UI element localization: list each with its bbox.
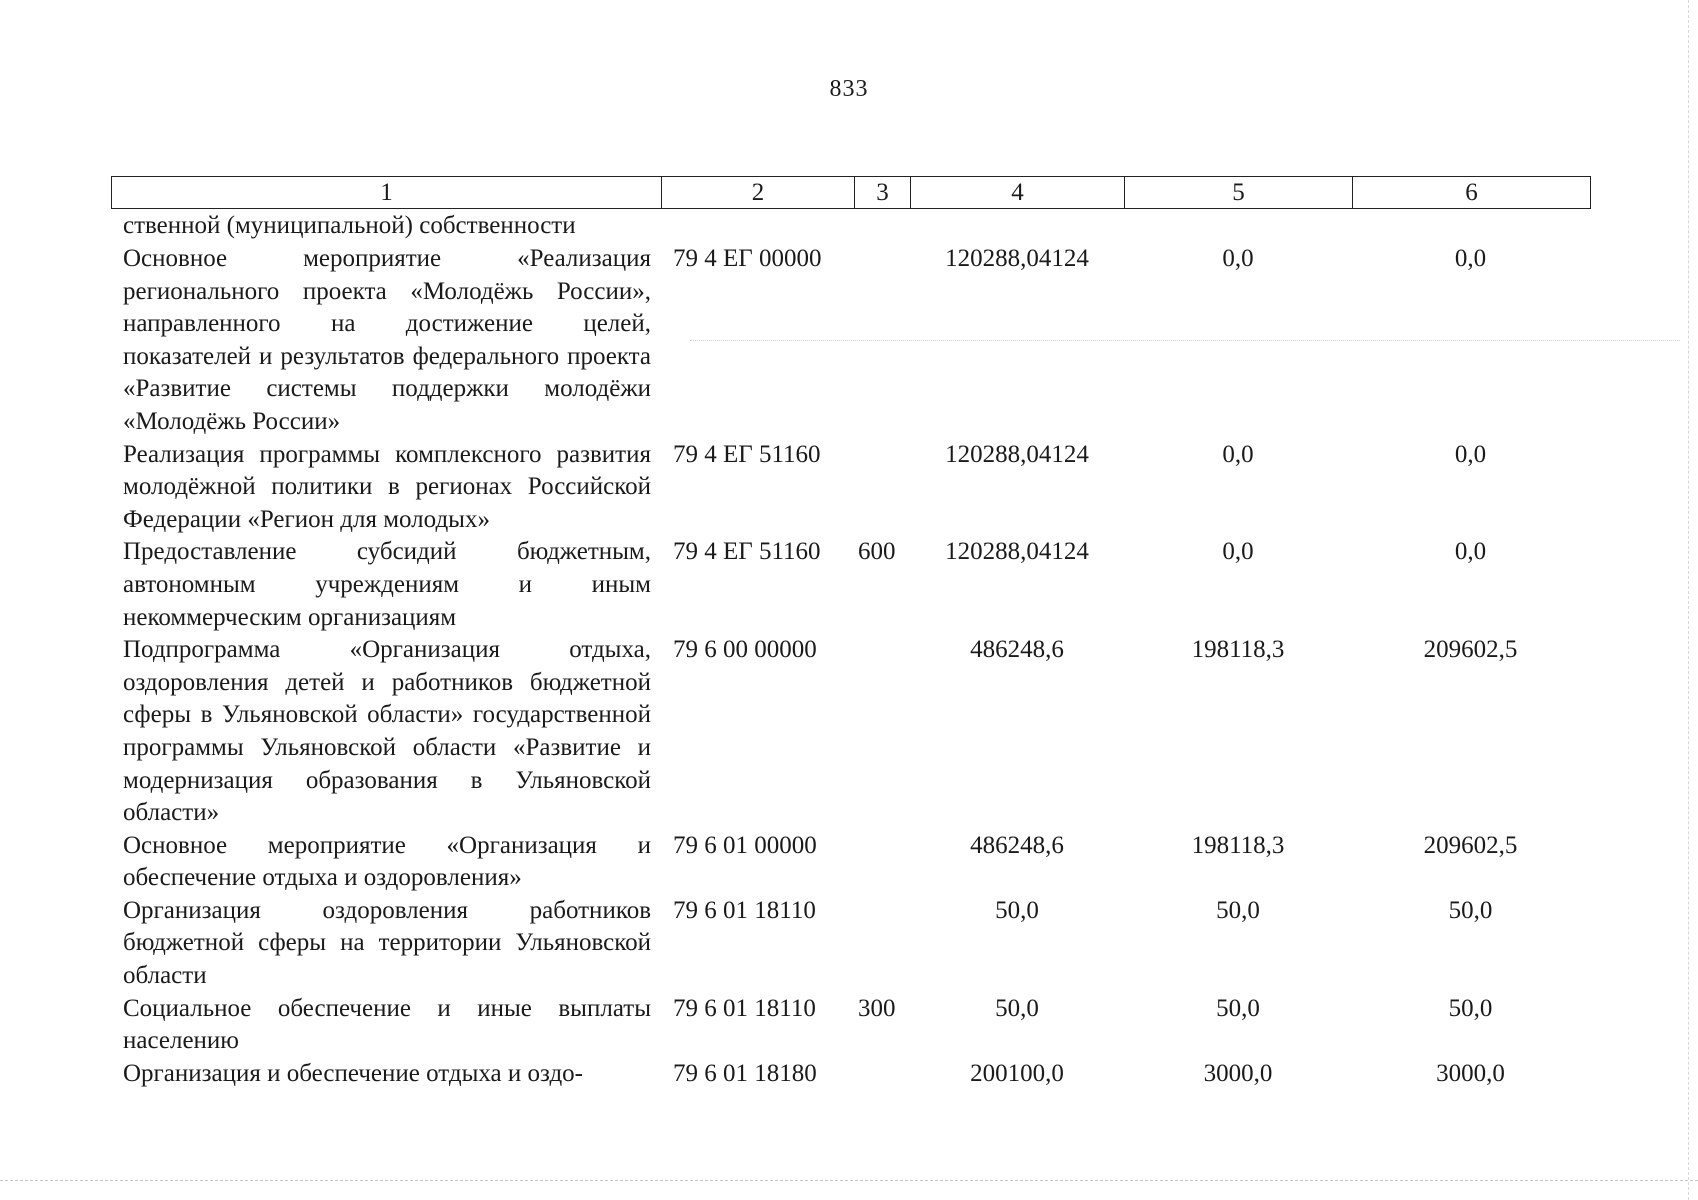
row-value-6: 50,0	[1448, 994, 1493, 1022]
row-name: Подпрограмма «Организация отдыха, оздоровления детей и работников бюджетной сферы в Ульяновской области» государственной программы Ульяновской области «Развитие и модернизация образования в Ульяновской области»	[123, 636, 651, 827]
row-value-4: 120288,04124	[945, 245, 1089, 272]
page-number: 833	[829, 76, 869, 102]
row-name: Реализация программы комплексного развития молодёжной политики в регионах Российской Федерации «Регион для молодых»	[123, 440, 651, 533]
row-value-5	[1124, 210, 1352, 243]
row-code: 79 4 ЕГ 00000	[673, 245, 822, 272]
row-name: Основное мероприятие «Реализация регионального проекта «Молодёжь России», направленного на достижение целей, показателей и результатов федерального проекта «Развитие системы поддержки молодёжи «Молодёжь России»	[123, 245, 651, 435]
table-row	[111, 210, 1591, 243]
row-vr: 600	[858, 538, 896, 566]
row-value-6: 0,0	[1454, 245, 1487, 272]
row-value-4	[910, 210, 1124, 243]
row-vr	[854, 634, 910, 830]
row-value-5: 198118,3	[1191, 831, 1285, 859]
row-vr	[854, 210, 910, 243]
row-code: 79 6 01 18110	[673, 896, 816, 924]
row-value-4: 120288,04124	[945, 538, 1089, 566]
row-name: ственной (муниципальной) собственности	[123, 212, 576, 239]
row-name: Организация и обеспечение отдыха и оздо-	[123, 1059, 583, 1087]
row-value-6: 50,0	[1448, 896, 1493, 924]
row-value-6: 209602,5	[1423, 636, 1518, 664]
row-vr	[854, 439, 910, 537]
header-col-3: 3	[855, 177, 911, 208]
header-col-5: 5	[1125, 177, 1353, 208]
header-col-2: 2	[662, 177, 855, 208]
row-name: Предоставление субсидий бюджетным, автономным учреждениям и иным некоммерческим организациям	[123, 538, 651, 631]
row-code: 79 4 ЕГ 51160	[673, 440, 821, 468]
header-col-6: 6	[1465, 179, 1478, 206]
table-row	[111, 895, 1591, 993]
row-value-6: 3000,0	[1436, 1059, 1505, 1087]
row-name: Социальное обеспечение и иные выплаты населению	[123, 994, 651, 1055]
table-row	[111, 1058, 1591, 1091]
row-value-4: 200100,0	[970, 1059, 1064, 1087]
row-value-5: 0,0	[1222, 245, 1254, 272]
row-name: Основное мероприятие «Организация и обеспечение отдыха и оздоровления»	[123, 831, 651, 892]
header-col-4: 4	[911, 177, 1125, 208]
row-vr	[854, 830, 910, 895]
row-vr	[854, 1058, 910, 1091]
row-value-5: 50,0	[1216, 994, 1260, 1022]
row-name: Организация оздоровления работников бюджетной сферы на территории Ульяновской области	[123, 896, 651, 990]
row-code: 79 6 01 18180	[673, 1059, 817, 1087]
row-vr: 300	[858, 994, 896, 1022]
table-header	[111, 176, 1591, 209]
row-value-4: 120288,04124	[945, 440, 1089, 468]
row-value-5: 0,0	[1222, 538, 1254, 566]
table-body	[111, 210, 1591, 1090]
row-code: 79 4 ЕГ 51160	[673, 538, 821, 566]
row-code: 79 6 00 00000	[673, 636, 817, 664]
row-code	[661, 210, 854, 243]
row-value-5: 198118,3	[1191, 636, 1285, 664]
scan-edge-line	[1688, 0, 1690, 1200]
row-value-5: 3000,0	[1203, 1059, 1273, 1087]
table-row	[111, 830, 1591, 895]
row-code: 79 6 01 18110	[673, 994, 816, 1022]
row-value-5: 0,0	[1222, 440, 1254, 468]
header-col-1: 1	[112, 177, 662, 208]
row-value-6: 0,0	[1454, 538, 1487, 566]
row-value-4: 50,0	[995, 994, 1039, 1022]
table-row	[111, 634, 1591, 830]
table-row	[111, 993, 1591, 1058]
row-value-6: 0,0	[1454, 440, 1487, 468]
row-vr	[854, 895, 910, 993]
row-value-5: 50,0	[1216, 896, 1260, 924]
row-value-6: 209602,5	[1423, 831, 1518, 859]
row-value-4: 486248,6	[970, 636, 1064, 664]
table-row	[111, 439, 1591, 537]
row-value-4: 50,0	[995, 896, 1039, 924]
scan-artifact-line	[0, 1180, 1698, 1182]
row-value-6	[1352, 210, 1589, 243]
scan-artifact-dots	[690, 340, 1680, 342]
row-code: 79 6 01 00000	[673, 831, 817, 859]
table-row	[111, 536, 1591, 634]
row-value-4: 486248,6	[970, 831, 1064, 859]
